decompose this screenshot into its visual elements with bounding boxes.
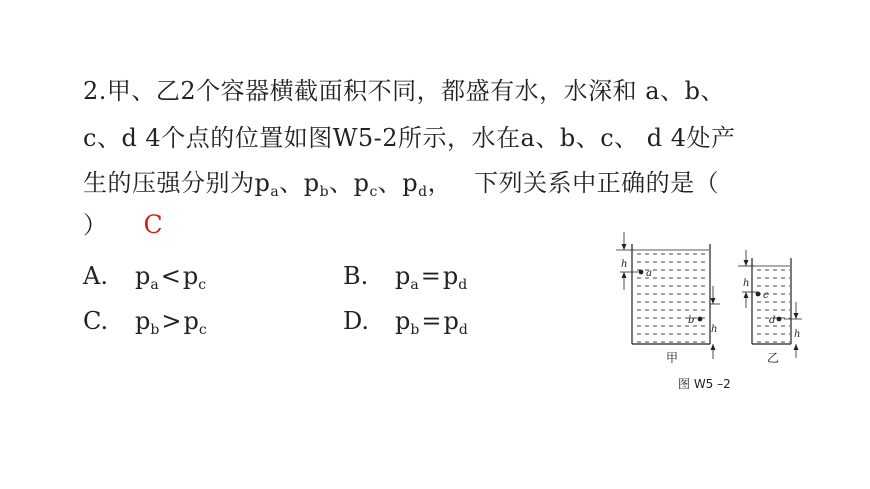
question-line-1 [83,76,725,106]
water-yi [753,266,790,343]
symbol-p-a: $p_a$ [254,169,280,200]
label-c: c [763,290,769,301]
container-jia [632,244,710,344]
option-operator: = [421,307,442,335]
label-a: a [646,268,652,279]
svg-text:h: h [711,324,718,335]
closing-paren: ） [83,211,108,239]
option-a[interactable]: A. $p_a<p_c$ [83,262,207,293]
question-text-1: 2.甲、乙2个容器横截面积不同，都盛有水，水深和 a、b、 [83,77,725,105]
question-line-3: 生的压强分别为$p_a$、$p_b$、$p_c$、$p_d$， 下列关系中正确的是（ [83,169,720,200]
question-line-2 [83,123,736,153]
option-operator: = [420,262,441,290]
svg-text:h: h [621,259,628,270]
option-letter: A. [83,262,108,290]
symbol-p-b: $p_b$ [303,169,330,200]
water-jia [633,250,709,343]
answer-text: C [143,210,164,239]
symbol-p-c: $p_c$ [353,169,378,200]
symbol-p-d: $p_d$ [402,169,428,200]
option-operator: > [161,307,182,335]
option-operator: < [160,262,181,290]
container-yi-label: 乙 [767,351,780,365]
svg-text:h: h [794,329,801,340]
point-d [777,317,782,322]
label-b: b [688,315,695,326]
option-c[interactable]: C. $p_b>p_c$ [83,307,207,338]
container-diagram [612,226,817,396]
point-a [639,270,644,275]
option-letter: D. [343,307,370,335]
svg-text:h: h [743,278,750,289]
point-c [756,292,761,297]
option-d[interactable]: D. $p_b=p_d$ [343,307,468,338]
container-yi [752,258,791,344]
question-line-4 [83,210,163,240]
question-text-3-prefix: 生的压强分别为 [83,169,255,197]
question-text-2: c、d 4个点的位置如图W5-2所示，水在a、b、c、 d 4处产 [83,124,736,152]
point-b [698,317,703,322]
label-d: d [769,315,776,326]
dimension-h-jia-bottom [710,286,720,359]
container-jia-label: 甲 [666,351,679,365]
figure-caption: 图 W5 –2 [678,377,731,391]
question-text-3-suffix: 下列关系中正确的是（ [474,169,720,197]
option-b[interactable]: B. $p_a=p_d$ [343,262,468,293]
option-letter: B. [343,262,369,290]
option-letter: C. [83,307,109,335]
